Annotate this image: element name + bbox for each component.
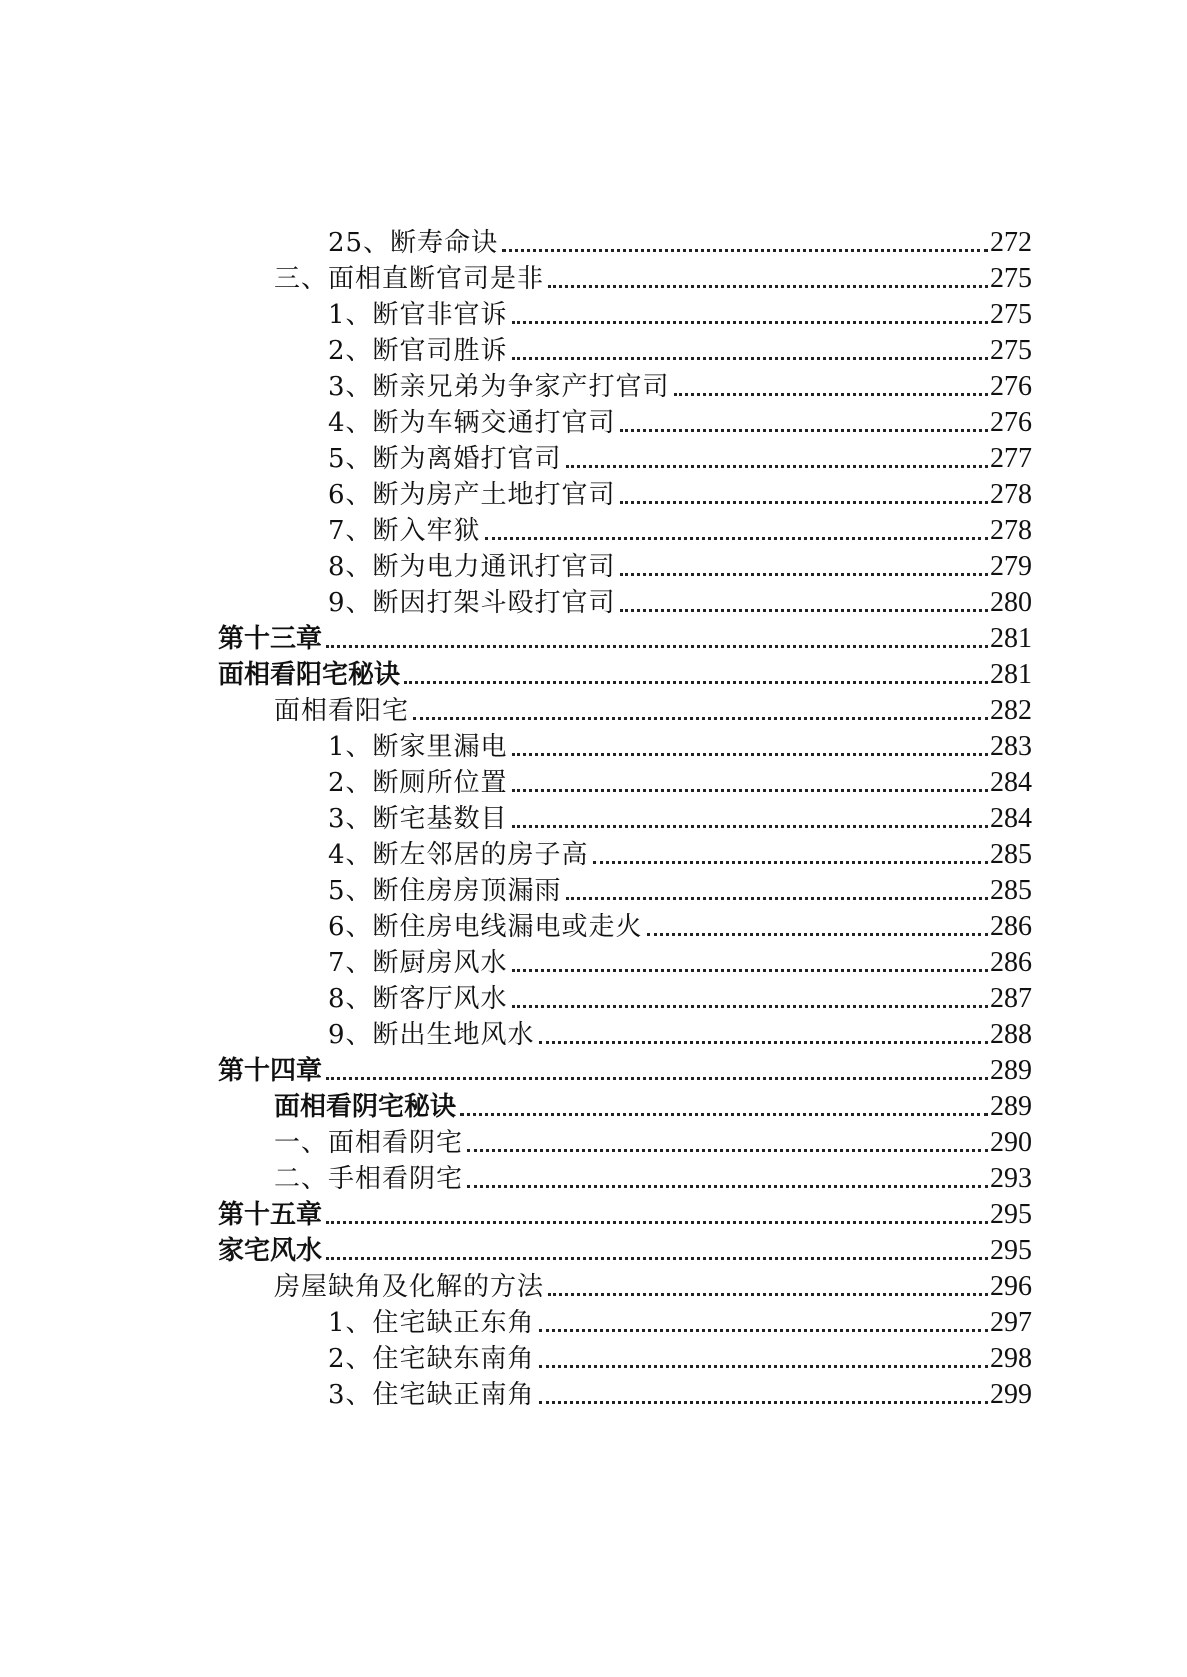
- toc-entry-title: 面相看阳宅秘诀: [218, 660, 401, 690]
- toc-page-number: 282: [990, 695, 1032, 726]
- toc-page-number: 285: [990, 875, 1032, 906]
- toc-dot-leader: [647, 933, 988, 936]
- toc-entry[interactable]: [0, 1266, 1187, 1302]
- toc-entry-title: 25、断寿命诀: [328, 228, 499, 258]
- toc-dot-leader: [620, 609, 988, 612]
- toc-entry[interactable]: [0, 798, 1187, 834]
- toc-entry[interactable]: [0, 582, 1187, 618]
- toc-entry-title: 房屋缺角及化解的方法: [274, 1272, 545, 1302]
- toc-page-number: 275: [990, 335, 1032, 366]
- toc-entry[interactable]: [0, 474, 1187, 510]
- toc-entry[interactable]: [0, 294, 1187, 330]
- toc-page-number: 296: [990, 1271, 1032, 1302]
- toc-dot-leader: [539, 1365, 988, 1368]
- toc-entry-title: 第十三章: [218, 624, 323, 654]
- toc-dot-leader: [539, 1329, 988, 1332]
- table-of-contents: [0, 222, 1187, 1410]
- toc-entry[interactable]: [0, 1302, 1187, 1338]
- toc-page-number: 275: [990, 263, 1032, 294]
- toc-dot-leader: [404, 681, 988, 684]
- toc-entry-title: 4、断为车辆交通打官司: [328, 408, 616, 438]
- toc-page-number: 284: [990, 803, 1032, 834]
- toc-entry-title: 3、住宅缺正南角: [328, 1380, 535, 1410]
- toc-entry-title: 9、断出生地风水: [328, 1020, 535, 1050]
- toc-entry[interactable]: [0, 1086, 1187, 1122]
- toc-page-number: 299: [990, 1379, 1032, 1410]
- toc-dot-leader: [512, 1005, 988, 1008]
- toc-page-number: 277: [990, 443, 1032, 474]
- toc-dot-leader: [566, 465, 988, 468]
- toc-dot-leader: [326, 1221, 988, 1224]
- toc-dot-leader: [467, 1149, 988, 1152]
- toc-page-number: 297: [990, 1307, 1032, 1338]
- toc-entry-title: 第十四章: [218, 1056, 323, 1086]
- toc-page-number: 283: [990, 731, 1032, 762]
- toc-page-number: 288: [990, 1019, 1032, 1050]
- toc-entry[interactable]: [0, 1050, 1187, 1086]
- toc-entry[interactable]: [0, 978, 1187, 1014]
- toc-page-number: 276: [990, 371, 1032, 402]
- toc-entry[interactable]: [0, 762, 1187, 798]
- toc-entry[interactable]: [0, 1230, 1187, 1266]
- toc-dot-leader: [620, 501, 988, 504]
- toc-entry-title: 面相看阴宅秘诀: [274, 1092, 457, 1122]
- toc-page-number: 290: [990, 1127, 1032, 1158]
- toc-dot-leader: [539, 1041, 988, 1044]
- toc-entry-title: 7、断入牢狱: [328, 516, 481, 546]
- toc-entry[interactable]: [0, 654, 1187, 690]
- toc-entry-title: 三、面相直断官司是非: [274, 264, 545, 294]
- toc-dot-leader: [620, 429, 988, 432]
- toc-entry-title: 家宅风水: [218, 1236, 323, 1266]
- toc-entry[interactable]: [0, 618, 1187, 654]
- toc-entry-title: 5、断为离婚打官司: [328, 444, 562, 474]
- toc-dot-leader: [548, 1293, 988, 1296]
- toc-dot-leader: [502, 249, 988, 252]
- toc-dot-leader: [512, 357, 988, 360]
- toc-page-number: 279: [990, 551, 1032, 582]
- toc-page-number: 293: [990, 1163, 1032, 1194]
- toc-entry-title: 8、断为电力通讯打官司: [328, 552, 616, 582]
- toc-entry[interactable]: [0, 1158, 1187, 1194]
- toc-entry-title: 2、断厕所位置: [328, 768, 508, 798]
- toc-entry[interactable]: [0, 1374, 1187, 1410]
- toc-entry[interactable]: [0, 222, 1187, 258]
- toc-page-number: 289: [990, 1055, 1032, 1086]
- toc-entry[interactable]: [0, 1338, 1187, 1374]
- toc-page-number: 295: [990, 1199, 1032, 1230]
- toc-page-number: 286: [990, 911, 1032, 942]
- toc-entry-title: 1、断家里漏电: [328, 732, 508, 762]
- toc-dot-leader: [512, 321, 988, 324]
- toc-page-number: 275: [990, 299, 1032, 330]
- toc-entry[interactable]: [0, 726, 1187, 762]
- toc-entry[interactable]: [0, 438, 1187, 474]
- toc-entry-title: 9、断因打架斗殴打官司: [328, 588, 616, 618]
- toc-page-number: 272: [990, 227, 1032, 258]
- toc-entry[interactable]: [0, 942, 1187, 978]
- toc-entry-title: 8、断客厅风水: [328, 984, 508, 1014]
- toc-entry[interactable]: [0, 870, 1187, 906]
- toc-dot-leader: [512, 789, 988, 792]
- toc-page-number: 278: [990, 515, 1032, 546]
- toc-page-number: 287: [990, 983, 1032, 1014]
- toc-entry-title: 1、住宅缺正东角: [328, 1308, 535, 1338]
- toc-dot-leader: [326, 645, 988, 648]
- toc-dot-leader: [566, 897, 988, 900]
- toc-dot-leader: [593, 861, 988, 864]
- toc-page-number: 280: [990, 587, 1032, 618]
- toc-entry[interactable]: [0, 330, 1187, 366]
- toc-entry[interactable]: [0, 366, 1187, 402]
- toc-dot-leader: [620, 573, 988, 576]
- toc-page-number: 286: [990, 947, 1032, 978]
- toc-entry-title: 7、断厨房风水: [328, 948, 508, 978]
- toc-entry-title: 1、断官非官诉: [328, 300, 508, 330]
- toc-page-number: 281: [990, 659, 1032, 690]
- toc-entry-title: 6、断为房产土地打官司: [328, 480, 616, 510]
- toc-dot-leader: [512, 969, 988, 972]
- toc-page-number: 278: [990, 479, 1032, 510]
- toc-page-number: 285: [990, 839, 1032, 870]
- toc-entry-title: 6、断住房电线漏电或走火: [328, 912, 643, 942]
- toc-entry[interactable]: [0, 690, 1187, 726]
- toc-entry-title: 一、面相看阴宅: [274, 1128, 464, 1158]
- toc-entry[interactable]: [0, 1122, 1187, 1158]
- toc-entry-title: 第十五章: [218, 1200, 323, 1230]
- toc-entry[interactable]: [0, 402, 1187, 438]
- toc-dot-leader: [413, 717, 988, 720]
- toc-entry[interactable]: [0, 834, 1187, 870]
- toc-entry[interactable]: [0, 906, 1187, 942]
- toc-entry-title: 面相看阳宅: [274, 696, 410, 726]
- toc-entry-title: 3、断亲兄弟为争家产打官司: [328, 372, 670, 402]
- toc-entry-title: 3、断宅基数目: [328, 804, 508, 834]
- toc-entry[interactable]: [0, 510, 1187, 546]
- toc-dot-leader: [326, 1077, 988, 1080]
- toc-entry-title: 4、断左邻居的房子高: [328, 840, 589, 870]
- toc-page-number: 298: [990, 1343, 1032, 1374]
- toc-dot-leader: [512, 753, 988, 756]
- toc-dot-leader: [485, 537, 988, 540]
- toc-entry-title: 2、住宅缺东南角: [328, 1344, 535, 1374]
- toc-entry-title: 2、断官司胜诉: [328, 336, 508, 366]
- toc-dot-leader: [539, 1401, 988, 1404]
- toc-entry[interactable]: [0, 1014, 1187, 1050]
- toc-page-number: 289: [990, 1091, 1032, 1122]
- toc-entry[interactable]: [0, 546, 1187, 582]
- toc-dot-leader: [548, 285, 988, 288]
- toc-dot-leader: [512, 825, 988, 828]
- toc-page-number: 281: [990, 623, 1032, 654]
- toc-page-number: 276: [990, 407, 1032, 438]
- toc-dot-leader: [326, 1257, 988, 1260]
- toc-entry-title: 5、断住房房顶漏雨: [328, 876, 562, 906]
- toc-entry[interactable]: [0, 258, 1187, 294]
- toc-dot-leader: [460, 1113, 988, 1116]
- toc-entry-title: 二、手相看阴宅: [274, 1164, 464, 1194]
- toc-entry[interactable]: [0, 1194, 1187, 1230]
- toc-dot-leader: [674, 393, 988, 396]
- toc-page-number: 295: [990, 1235, 1032, 1266]
- toc-dot-leader: [467, 1185, 988, 1188]
- toc-page-number: 284: [990, 767, 1032, 798]
